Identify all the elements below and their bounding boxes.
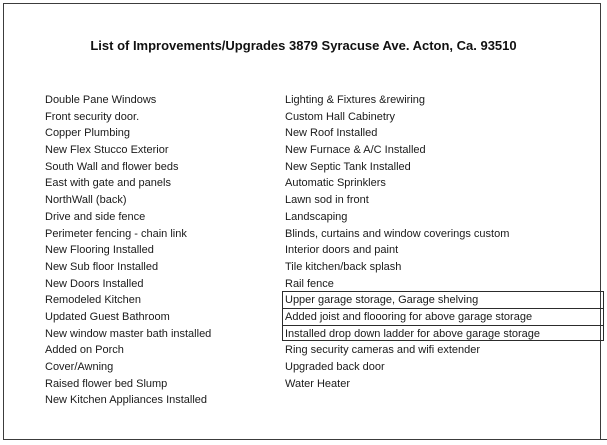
list-item: Updated Guest Bathroom bbox=[45, 310, 170, 323]
list-item: Ring security cameras and wifi extender bbox=[285, 344, 481, 357]
right-improvements-list bbox=[285, 92, 540, 392]
list-item: Automatic Sprinklers bbox=[285, 177, 386, 190]
list-item: Upper garage storage, Garage shelving bbox=[285, 294, 479, 307]
list-item: South Wall and flower beds bbox=[45, 160, 179, 173]
list-item: Landscaping bbox=[285, 210, 348, 223]
list-item: Rail fence bbox=[285, 277, 334, 290]
list-item: East with gate and panels bbox=[45, 177, 171, 190]
list-item: Perimeter fencing - chain link bbox=[45, 227, 187, 240]
list-item: Interior doors and paint bbox=[285, 244, 399, 257]
bottom-border-line bbox=[3, 439, 607, 440]
list-item: New Furnace & A/C Installed bbox=[285, 144, 426, 157]
list-item: New Sub floor Installed bbox=[45, 260, 159, 273]
list-item: Drive and side fence bbox=[45, 210, 146, 223]
list-item: New window master bath installed bbox=[45, 327, 212, 340]
list-item: Remodeled Kitchen bbox=[45, 294, 142, 307]
list-item: New Doors Installed bbox=[45, 277, 144, 290]
list-item: Double Pane Windows bbox=[45, 94, 157, 106]
list-item: Raised flower bed Slump bbox=[45, 377, 168, 390]
list-item: New Flex Stucco Exterior bbox=[45, 144, 169, 157]
list-item: Added joist and floooring for above garage storage bbox=[285, 310, 533, 323]
list-item: New Septic Tank Installed bbox=[285, 160, 411, 173]
list-item: NorthWall (back) bbox=[45, 194, 127, 207]
list-item: New Roof Installed bbox=[285, 127, 378, 140]
list-item: Added on Porch bbox=[45, 344, 124, 357]
list-item: Upgraded back door bbox=[285, 361, 385, 373]
list-item: Installed drop down ladder for above garage storage bbox=[285, 327, 541, 340]
list-item: Lighting & Fixtures &rewiring bbox=[285, 94, 426, 106]
list-item: Cover/Awning bbox=[45, 361, 114, 373]
list-item: Tile kitchen/back splash bbox=[285, 260, 402, 273]
left-improvements-list bbox=[45, 92, 211, 409]
list-item: Lawn sod in front bbox=[285, 194, 369, 207]
list-item: Custom Hall Cabinetry bbox=[285, 110, 396, 123]
list-item: Water Heater bbox=[285, 377, 351, 390]
list-item: Copper Plumbing bbox=[45, 127, 130, 140]
document-title: List of Improvements/Upgrades 3879 Syracuse Ave. Acton, Ca. 93510 bbox=[90, 38, 517, 53]
list-item: New Flooring Installed bbox=[45, 244, 154, 257]
list-item: Front security door. bbox=[45, 110, 140, 123]
list-item: New Kitchen Appliances Installed bbox=[45, 394, 208, 407]
list-item: Blinds, curtains and window coverings custom bbox=[285, 227, 510, 240]
